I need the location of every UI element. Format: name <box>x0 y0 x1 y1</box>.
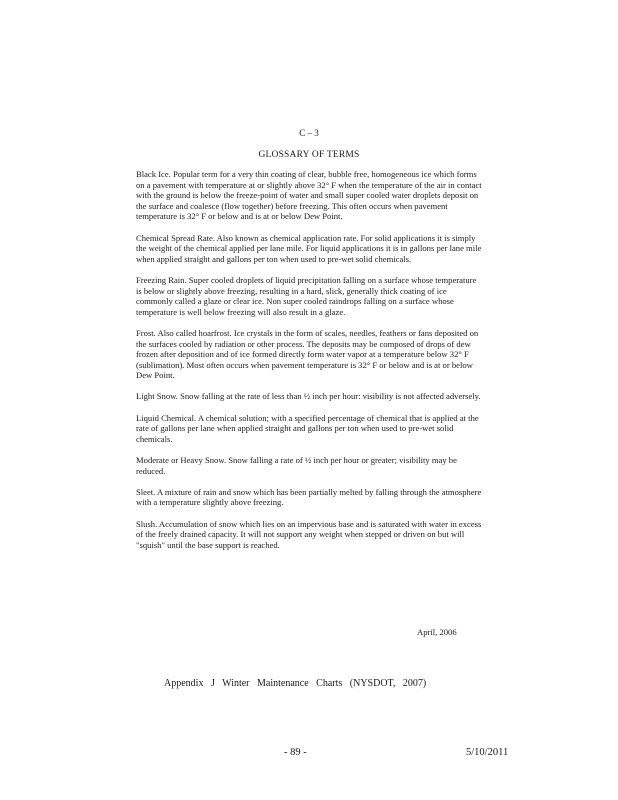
glossary-entry-black-ice: Black Ice. Popular term for a very thin coating of clear, bubble free, homogeneous ice which forms on a pavement with temperature at or slightly above 32° F when the temperature of the air in contact with the ground is below the freeze-point of water and small super cooled water droplets deposit on the surface and coalesce (flow together) before freezing. This often occurs when pavement temperature is 32° F or below and is at or below Dew Point. <box>136 169 482 222</box>
glossary-entry-freezing-rain: Freezing Rain. Super cooled droplets of liquid precipitation falling on a surface whose temperature is below or slightly above freezing, resulting in a hard, slick, generally thick coating of ice commonly called a glaze or clear ice. Non super cooled raindrops falling on a surface whose temperature is well below freezing will also result in a glaze. <box>136 274 477 317</box>
glossary-list <box>136 169 484 561</box>
glossary-entry-light-snow: Light Snow. Snow falling at the rate of less than ½ inch per hour: visibility is not affected adversely. <box>136 391 481 402</box>
glossary-entry-frost: Frost. Also called hoarfrost. Ice crystals in the form of scales, needles, feathers or fans deposited on the surfaces cooled by radiation or other process. The deposits may be composed of drops of dew frozen after deposition and of ice formed directly form water vapor at a temperature below 32° F (sublimation). Most often occurs when pavement temperature is 32° F or below and is at or below Dew Point. <box>136 327 479 381</box>
print-date: 5/10/2011 <box>466 747 509 758</box>
page-number: - 89 - <box>284 747 307 758</box>
page-code: C – 3 <box>299 128 319 138</box>
page-title: GLOSSARY OF TERMS <box>258 150 360 160</box>
glossary-entry-liquid-chemical: Liquid Chemical. A chemical solution; with a specified percentage of chemical that is applied at the rate of gallons per lane when applied straight and gallons per ton when used to pre-wet solid chemicals. <box>136 412 479 444</box>
glossary-entry-slush: Slush. Accumulation of snow which lies on an impervious base and is saturated with water in excess of the freely drained capacity. It will not support any weight when stepped or driven on but will "squish" until the base support is reached. <box>136 518 482 550</box>
glossary-entry-chemical-spread-rate: Chemical Spread Rate. Also known as chemical application rate. For solid applications it is simply the weight of the chemical applied per lane mile. For liquid applications it is in gallons per lane mile when applied straight and gallons per ton when used to pre-wet solid chemicals. <box>136 232 482 264</box>
glossary-entry-sleet: Sleet. A mixture of rain and snow which has been partially melted by falling through the atmosphere with a temperature slightly above freezing. <box>136 486 482 508</box>
glossary-entry-moderate-heavy-snow: Moderate or Heavy Snow. Snow falling a rate of ½ inch per hour or greater; visibility may be reduced. <box>136 455 457 476</box>
appendix-caption: Appendix J Winter Maintenance Charts (NYSDOT, 2007) <box>164 678 427 689</box>
document-date: April, 2006 <box>417 627 457 637</box>
